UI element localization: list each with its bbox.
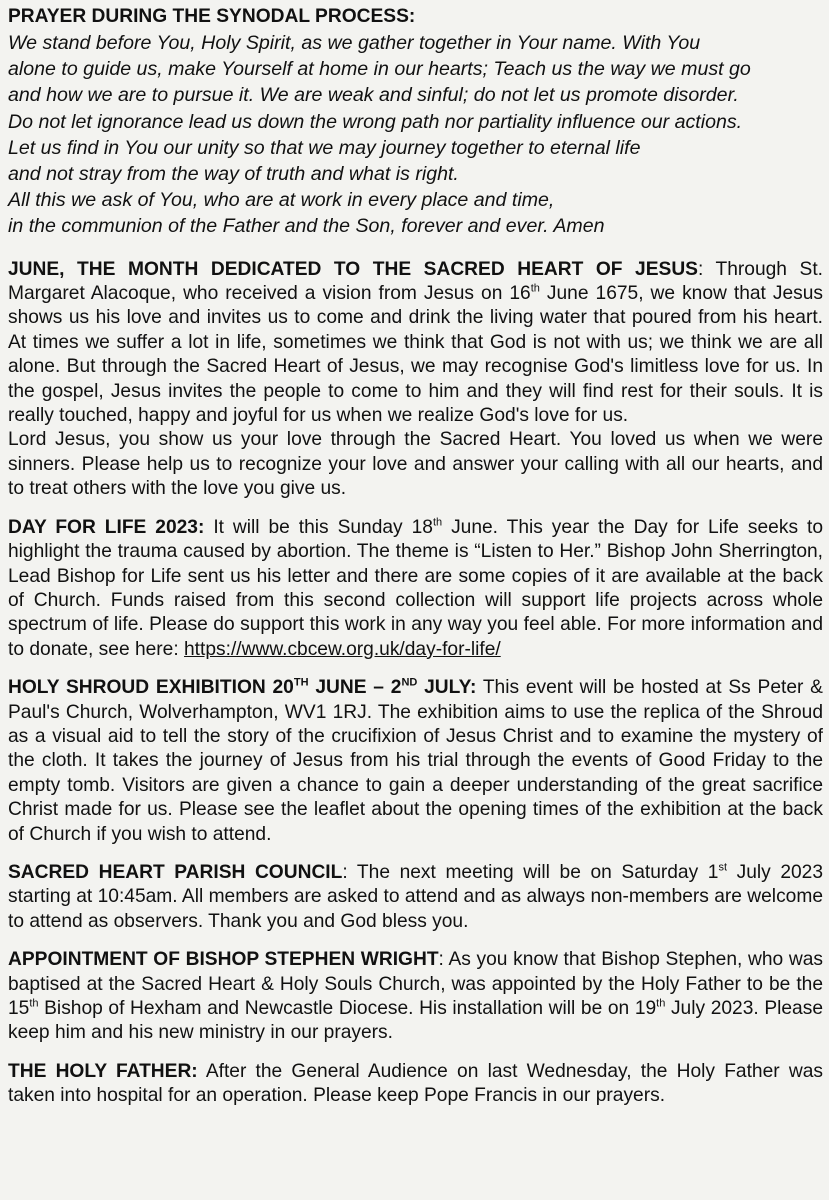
holy-father-paragraph [8,1060,823,1109]
day-for-life-heading: DAY FOR LIFE 2023: [8,516,205,538]
parish-council-heading: SACRED HEART PARISH COUNCIL [8,861,343,883]
sacred-heart-text: : Through St. Margaret Alacoque, who received a vision from Jesus on 16 [8,258,823,305]
superscript: TH [293,676,309,689]
day-for-life-link[interactable]: https://www.cbcew.org.uk/day-for-life/ [184,638,501,660]
prayer-line: in the communion of the Father and the Son, forever and ever. Amen [8,215,605,238]
superscript: th [29,997,39,1010]
shroud-heading-part: JUNE – 2 [308,677,402,699]
sacred-heart-text-cont: June 1675, we know that Jesus shows us his love and invites us to come and drink the living water that poured from his heart. At times we suffer a lot in life, sometimes we think that God is not with us; we think we are all alone. But through the Sacred Heart of Jesus, we may recognise God's limitless love for us. In the gospel, Jesus invites the people to come to him and they will find rest for their souls. It is really touched, happy and joyful for us when we realize God's love for us. [8,283,823,427]
bishop-section [8,948,823,1046]
bishop-text-cont: Bishop of Hexham and Newcastle Diocese. His installation will be on 19 [38,998,657,1019]
superscript: st [718,861,728,874]
holy-father-text: After the General Audience on last Wednesday, the Holy Father was taken into hospital for an operation. Please keep Pope Francis in our prayers. [8,1060,823,1107]
superscript: ND [401,676,418,689]
prayer-line: Do not let ignorance lead us down the wrong path nor partiality influence our actions. [8,110,743,133]
day-for-life-section [8,516,823,662]
shroud-heading [8,677,476,698]
parish-council-text: : The next meeting will be on Saturday 1 [342,861,719,883]
prayer-line: alone to guide us, make Yourself at home in our hearts; Teach us the way we must go [8,58,751,81]
day-for-life-paragraph [8,516,823,662]
shroud-section [8,676,823,847]
shroud-paragraph [8,676,823,847]
prayer-text [8,30,823,240]
shroud-heading-part: HOLY SHROUD EXHIBITION 20 [8,677,294,699]
bishop-heading: APPOINTMENT OF BISHOP STEPHEN WRIGHT [8,949,439,971]
parish-council-section [8,861,823,934]
sacred-heart-prayer: Lord Jesus, you show us your love through the Sacred Heart. You loved us when we were sinners. Please help us to recognize your love and answer your calling with all our hearts, and to treat others with the love you give us. [8,429,823,500]
superscript: th [656,997,666,1010]
prayer-section [8,4,823,240]
bishop-text: : As you know that Bishop Stephen, who was baptised at the Sacred Heart & Holy Souls Church, was appointed by the Holy Father to be the 15 [8,949,823,1019]
shroud-text: This event will be hosted at Ss Peter & Paul's Church, Wolverhampton, WV1 1RJ. The exhibition aims to use the replica of the Shroud as a visual aid to tell the story of the crucifixion of Jesus Christ and to examine the mystery of the cloth. It takes the journey of Jesus from his trial through the events of Good Friday to the empty tomb. Visitors are given a chance to gain a deeper understanding of the great sacrifice Christ made for us. Please see the leaflet about the opening times of the exhibition at the back of Church if you wish to attend. [8,677,823,845]
newsletter-page [8,4,823,1109]
sacred-heart-section [8,258,823,502]
superscript: th [432,516,443,529]
sacred-heart-heading: JUNE, THE MONTH DEDICATED TO THE SACRED HEART OF JESUS [8,258,698,280]
shroud-heading-part: JULY: [417,677,477,699]
bishop-text-end: July 2023. Please keep him and his new ministry in our prayers. [8,998,823,1044]
prayer-line: All this we ask of You, who are at work in every place and time, [8,189,555,212]
holy-father-section [8,1060,823,1109]
prayer-line: We stand before You, Holy Spirit, as we gather together in Your name. With You [8,32,701,54]
parish-council-paragraph [8,861,823,934]
parish-council-text-cont: July 2023 starting at 10:45am. All members are asked to attend and as always non-members are welcome to attend as observers. Thank you and God bless you. [8,861,824,932]
holy-father-heading: THE HOLY FATHER: [8,1060,198,1082]
prayer-heading: PRAYER DURING THE SYNODAL PROCESS: [8,6,416,27]
prayer-line: and how we are to pursue it. We are weak and sinful; do not let us promote disorder. [8,84,739,107]
prayer-line: Let us find in You our unity so that we may journey together to eternal life [8,136,641,159]
sacred-heart-paragraph [8,258,823,429]
day-for-life-text: It will be this Sunday 18 [204,516,433,538]
day-for-life-text-cont: June. This year the Day for Life seeks to highlight the trauma caused by abortion. The theme is “Listen to Her.” Bishop John Sherrington, Lead Bishop for Life sent us his letter and there are some copies of it are available at the back of Church. Funds raised from this second collection will support life projects across whole spectrum of life. Please do support this work in any way you feel able. For more information and to donate, see here: [8,516,823,660]
superscript: th [530,282,540,295]
prayer-line: and not stray from the way of truth and what is right. [8,163,459,186]
bishop-paragraph [8,948,823,1046]
